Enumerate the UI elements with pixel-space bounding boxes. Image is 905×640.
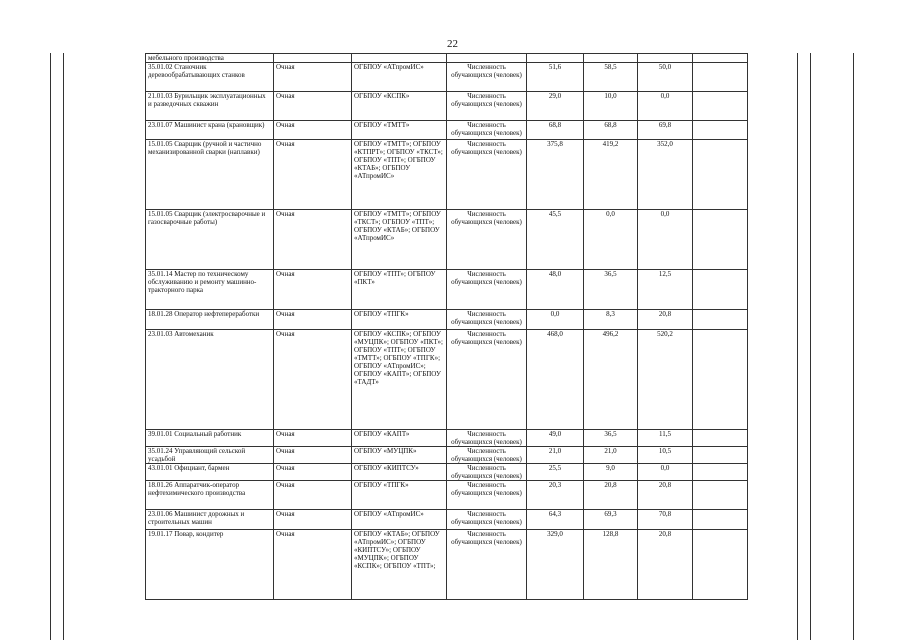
value-2021-cell: 69,8 — [638, 121, 693, 140]
value-2020-cell: 419,2 — [584, 140, 638, 210]
table-row — [146, 430, 748, 447]
page-number: 22 — [447, 38, 458, 50]
empty-cell — [693, 464, 748, 481]
table-body — [146, 54, 748, 600]
organization-cell: ОГБПОУ «ТМТТ»; ОГБПОУ «ТКСТ»; ОГБПОУ «ТПТ»; ОГБПОУ «КТАБ»; ОГБПОУ «АТпромИС» — [352, 210, 447, 270]
study-form-cell: Очная — [274, 330, 352, 430]
study-form-cell: Очная — [274, 481, 352, 510]
indicator-cell: Численность обучающихся (человек) — [447, 270, 527, 310]
table-row — [146, 330, 748, 430]
value-2021-cell — [638, 54, 693, 63]
value-2020-cell: 58,5 — [584, 63, 638, 92]
study-form-cell: Очная — [274, 310, 352, 330]
indicator-cell: Численность обучающихся (человек) — [447, 447, 527, 464]
value-2019-cell: 21,0 — [527, 447, 584, 464]
value-2021-cell: 20,8 — [638, 310, 693, 330]
value-2020-cell: 496,2 — [584, 330, 638, 430]
value-2021-cell: 520,2 — [638, 330, 693, 430]
study-form-cell — [274, 54, 352, 63]
profession-cell: 15.01.05 Сварщик (электросварочные и газосварочные работы) — [146, 210, 274, 270]
value-2020-cell: 68,8 — [584, 121, 638, 140]
profession-cell: 43.01.01 Официант, бармен — [146, 464, 274, 481]
indicator-cell: Численность обучающихся (человек) — [447, 92, 527, 121]
table-row — [146, 63, 748, 92]
value-2021-cell: 10,5 — [638, 447, 693, 464]
empty-cell — [693, 121, 748, 140]
value-2020-cell: 0,0 — [584, 210, 638, 270]
table-row — [146, 54, 748, 63]
profession-cell: 18.01.28 Оператор нефтепереработки — [146, 310, 274, 330]
empty-cell — [693, 54, 748, 63]
empty-cell — [693, 430, 748, 447]
table-row — [146, 270, 748, 310]
profession-cell: 18.01.26 Аппаратчик-оператор нефтехимического производства — [146, 481, 274, 510]
value-2020-cell: 10,0 — [584, 92, 638, 121]
value-2019-cell: 68,8 — [527, 121, 584, 140]
value-2019-cell: 49,0 — [527, 430, 584, 447]
value-2020-cell: 9,0 — [584, 464, 638, 481]
empty-cell — [693, 530, 748, 600]
study-form-cell: Очная — [274, 92, 352, 121]
indicator-cell: Численность обучающихся (человек) — [447, 430, 527, 447]
organization-cell: ОГБПОУ «ТПТ»; ОГБПОУ «ПКТ» — [352, 270, 447, 310]
table-row — [146, 481, 748, 510]
table-row — [146, 92, 748, 121]
profession-cell: 35.01.24 Управляющий сельской усадьбой — [146, 447, 274, 464]
profession-cell: 23.01.07 Машинист крана (крановщик) — [146, 121, 274, 140]
organization-cell: ОГБПОУ «КИПТСУ» — [352, 464, 447, 481]
empty-cell — [693, 63, 748, 92]
value-2019-cell: 29,0 — [527, 92, 584, 121]
value-2019-cell: 375,8 — [527, 140, 584, 210]
empty-cell — [693, 210, 748, 270]
value-2020-cell: 8,3 — [584, 310, 638, 330]
indicator-cell: Численность обучающихся (человек) — [447, 530, 527, 600]
study-form-cell: Очная — [274, 510, 352, 530]
value-2020-cell: 128,8 — [584, 530, 638, 600]
table-row — [146, 140, 748, 210]
value-2021-cell: 11,5 — [638, 430, 693, 447]
value-2020-cell: 21,0 — [584, 447, 638, 464]
empty-cell — [693, 310, 748, 330]
value-2021-cell: 50,0 — [638, 63, 693, 92]
organization-cell: ОГБПОУ «КТАБ»; ОГБПОУ «АТпромИС»; ОГБПОУ «КИПТСУ»; ОГБПОУ «МУЦПК»; ОГБПОУ «КСПК»; ОГБПОУ «ТПТ»; — [352, 530, 447, 600]
profession-cell: 39.01.01 Социальный работник — [146, 430, 274, 447]
border-line-left — [50, 53, 51, 640]
indicator-cell: Численность обучающихся (человек) — [447, 63, 527, 92]
empty-cell — [693, 330, 748, 430]
profession-cell: 23.01.03 Автомеханик — [146, 330, 274, 430]
value-2021-cell: 0,0 — [638, 92, 693, 121]
study-form-cell: Очная — [274, 63, 352, 92]
organization-cell: ОГБПОУ «КСПК» — [352, 92, 447, 121]
empty-cell — [693, 510, 748, 530]
value-2021-cell: 20,8 — [638, 481, 693, 510]
profession-cell: 21.01.03 Бурильщик эксплуатационных и разведочных скважин — [146, 92, 274, 121]
value-2019-cell: 48,0 — [527, 270, 584, 310]
value-2019-cell: 0,0 — [527, 310, 584, 330]
empty-cell — [693, 270, 748, 310]
value-2019-cell: 45,5 — [527, 210, 584, 270]
profession-cell: 35.01.02 Станочник деревообрабатывающих станков — [146, 63, 274, 92]
value-2020-cell: 69,3 — [584, 510, 638, 530]
study-form-cell: Очная — [274, 121, 352, 140]
study-form-cell: Очная — [274, 464, 352, 481]
organization-cell: ОГБПОУ «ТМТТ»; ОГБПОУ «КТПРТ»; ОГБПОУ «ТКСТ»; ОГБПОУ «ТПТ»; ОГБПОУ «КТАБ»; ОГБПОУ «АТпромИС» — [352, 140, 447, 210]
border-line-right-2 — [810, 53, 811, 640]
table-row — [146, 510, 748, 530]
study-form-cell: Очная — [274, 530, 352, 600]
value-2020-cell: 20,8 — [584, 481, 638, 510]
organization-cell: ОГБПОУ «КСПК»; ОГБПОУ «МУЦПК»; ОГБПОУ «ПКТ»; ОГБПОУ «ТПТ»; ОГБПОУ «ТМТТ»; ОГБПОУ «ТПГК»; ОГБПОУ «АТпромИС»; ОГБПОУ «КАПТ»; ОГБПОУ «ТАДТ» — [352, 330, 447, 430]
empty-cell — [693, 447, 748, 464]
table-row — [146, 310, 748, 330]
value-2020-cell: 36,5 — [584, 430, 638, 447]
study-form-cell: Очная — [274, 140, 352, 210]
value-2019-cell: 20,3 — [527, 481, 584, 510]
indicator-cell: Численность обучающихся (человек) — [447, 210, 527, 270]
organization-cell: ОГБПОУ «ТПГК» — [352, 481, 447, 510]
border-line-right-1 — [797, 53, 798, 640]
organization-cell: ОГБПОУ «АТпромИС» — [352, 510, 447, 530]
value-2021-cell: 0,0 — [638, 210, 693, 270]
indicator-cell: Численность обучающихся (человек) — [447, 330, 527, 430]
indicator-cell: Численность обучающихся (человек) — [447, 140, 527, 210]
value-2021-cell: 352,0 — [638, 140, 693, 210]
value-2020-cell: 36,5 — [584, 270, 638, 310]
study-form-cell: Очная — [274, 270, 352, 310]
profession-cell: 19.01.17 Повар, кондитер — [146, 530, 274, 600]
indicator-cell — [447, 54, 527, 63]
value-2021-cell: 70,8 — [638, 510, 693, 530]
border-line-left-2 — [63, 53, 64, 640]
organization-cell: ОГБПОУ «МУЦПК» — [352, 447, 447, 464]
value-2021-cell: 0,0 — [638, 464, 693, 481]
organization-cell — [352, 54, 447, 63]
study-form-cell: Очная — [274, 430, 352, 447]
profession-cell: 15.01.05 Сварщик (ручной и частично механизированной сварки (наплавки) — [146, 140, 274, 210]
empty-cell — [693, 481, 748, 510]
table-row — [146, 464, 748, 481]
organization-cell: ОГБПОУ «ТПГК» — [352, 310, 447, 330]
value-2019-cell: 64,3 — [527, 510, 584, 530]
profession-cell: 23.01.06 Машинист дорожных и строительных машин — [146, 510, 274, 530]
study-form-cell: Очная — [274, 447, 352, 464]
border-line-right-3 — [853, 53, 854, 640]
indicator-cell: Численность обучающихся (человек) — [447, 481, 527, 510]
indicator-cell: Численность обучающихся (человек) — [447, 121, 527, 140]
indicator-cell: Численность обучающихся (человек) — [447, 310, 527, 330]
organization-cell: ОГБПОУ «КАПТ» — [352, 430, 447, 447]
value-2019-cell: 468,0 — [527, 330, 584, 430]
table-row — [146, 121, 748, 140]
study-form-cell: Очная — [274, 210, 352, 270]
value-2020-cell — [584, 54, 638, 63]
value-2021-cell: 20,8 — [638, 530, 693, 600]
table-row — [146, 447, 748, 464]
value-2019-cell: 329,0 — [527, 530, 584, 600]
empty-cell — [693, 140, 748, 210]
value-2019-cell — [527, 54, 584, 63]
organization-cell: ОГБПОУ «ТМТТ» — [352, 121, 447, 140]
indicator-cell: Численность обучающихся (человек) — [447, 464, 527, 481]
organization-cell: ОГБПОУ «АТпромИС» — [352, 63, 447, 92]
program-table — [145, 53, 748, 600]
table-row — [146, 210, 748, 270]
value-2019-cell: 25,5 — [527, 464, 584, 481]
table-row — [146, 530, 748, 600]
profession-cell: 35.01.14 Мастер по техническому обслуживанию и ремонту машинно-тракторного парка — [146, 270, 274, 310]
profession-cell: мебельного производства — [146, 54, 274, 63]
indicator-cell: Численность обучающихся (человек) — [447, 510, 527, 530]
value-2021-cell: 12,5 — [638, 270, 693, 310]
value-2019-cell: 51,6 — [527, 63, 584, 92]
empty-cell — [693, 92, 748, 121]
